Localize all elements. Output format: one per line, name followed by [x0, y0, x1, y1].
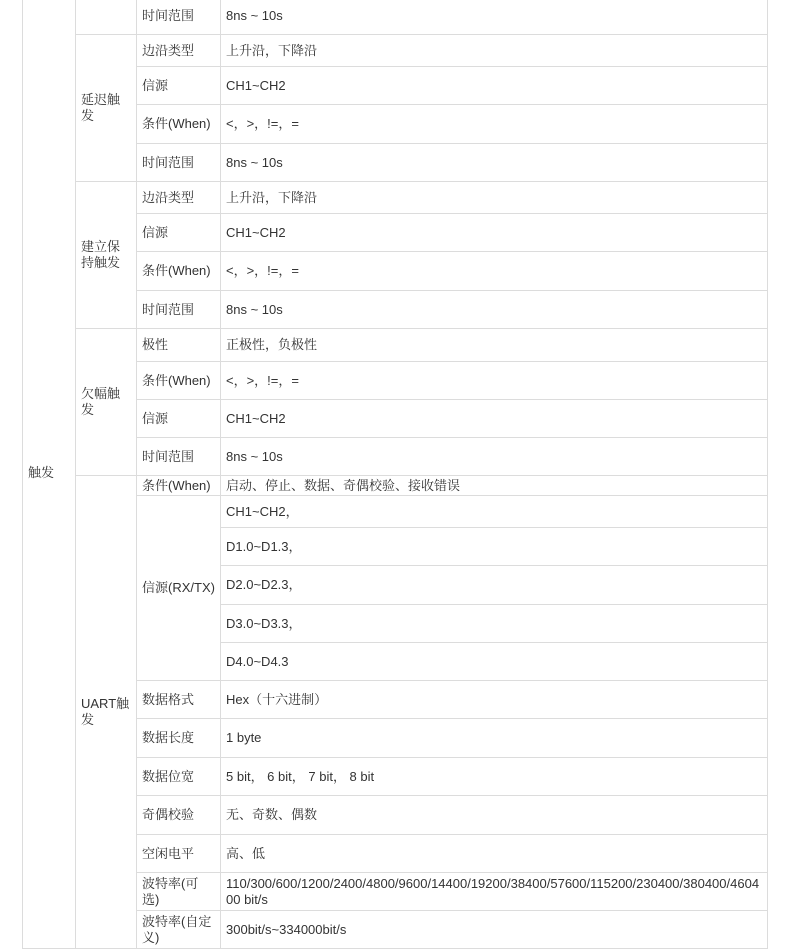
value-cell: 5 bit， 6 bit， 7 bit， 8 bit	[221, 758, 768, 796]
param-cell: 条件(When)	[137, 252, 221, 291]
param-cell: 波特率(自定义)	[137, 911, 221, 949]
param-cell: 数据位宽	[137, 758, 221, 796]
param-cell: 数据长度	[137, 719, 221, 758]
value-cell: 8ns ~ 10s	[221, 291, 768, 329]
param-cell: 极性	[137, 329, 221, 362]
param-cell: 波特率(可选)	[137, 873, 221, 911]
value-cell: 8ns ~ 10s	[221, 0, 768, 35]
param-cell: 条件(When)	[137, 476, 221, 496]
param-cell: 时间范围	[137, 0, 221, 35]
value-cell: <，>，!=，=	[221, 362, 768, 400]
param-cell: 时间范围	[137, 291, 221, 329]
value-cell: <，>，!=，=	[221, 105, 768, 144]
table-row	[23, 476, 768, 496]
value-cell: 110/300/600/1200/2400/4800/9600/14400/19200/38400/57600/115200/230400/380400/460400 bit/s	[221, 873, 768, 911]
group-cell: UART触发	[76, 476, 137, 949]
group-cell	[76, 0, 137, 35]
value-cell: D3.0~D3.3，	[221, 605, 768, 643]
param-cell: 时间范围	[137, 144, 221, 182]
value-cell: CH1~CH2	[221, 400, 768, 438]
param-cell: 信源	[137, 67, 221, 105]
value-cell: 300bit/s~334000bit/s	[221, 911, 768, 949]
value-cell: D2.0~D2.3，	[221, 566, 768, 605]
param-cell: 空闲电平	[137, 835, 221, 873]
group-cell: 延迟触发	[76, 35, 137, 182]
value-cell: 上升沿，下降沿	[221, 182, 768, 214]
param-cell: 时间范围	[137, 438, 221, 476]
value-cell: CH1~CH2	[221, 67, 768, 105]
group-cell: 欠幅触发	[76, 329, 137, 476]
param-cell: 条件(When)	[137, 105, 221, 144]
param-cell: 信源(RX/TX)	[137, 496, 221, 681]
param-cell: 奇偶校验	[137, 796, 221, 835]
table-row	[23, 182, 768, 214]
value-cell: <，>，!=，=	[221, 252, 768, 291]
table-row	[23, 329, 768, 362]
value-cell: 8ns ~ 10s	[221, 438, 768, 476]
value-cell: 8ns ~ 10s	[221, 144, 768, 182]
param-cell: 信源	[137, 400, 221, 438]
value-cell: 正极性，负极性	[221, 329, 768, 362]
value-cell: 1 byte	[221, 719, 768, 758]
table-row	[23, 0, 768, 35]
value-cell: 上升沿，下降沿	[221, 35, 768, 67]
param-cell: 数据格式	[137, 681, 221, 719]
value-cell: 高、低	[221, 835, 768, 873]
value-cell: Hex（十六进制）	[221, 681, 768, 719]
value-cell: D1.0~D1.3，	[221, 528, 768, 566]
value-cell: CH1~CH2，	[221, 496, 768, 528]
param-cell: 条件(When)	[137, 362, 221, 400]
param-cell: 信源	[137, 214, 221, 252]
value-cell: 启动、停止、数据、奇偶校验、接收错误	[221, 476, 768, 496]
category-cell: 触发	[23, 0, 76, 949]
value-cell: D4.0~D4.3	[221, 643, 768, 681]
group-cell: 建立保持触发	[76, 182, 137, 329]
table-row	[23, 35, 768, 67]
value-cell: CH1~CH2	[221, 214, 768, 252]
param-cell: 边沿类型	[137, 35, 221, 67]
value-cell: 无、奇数、偶数	[221, 796, 768, 835]
spec-table	[22, 0, 768, 949]
param-cell: 边沿类型	[137, 182, 221, 214]
